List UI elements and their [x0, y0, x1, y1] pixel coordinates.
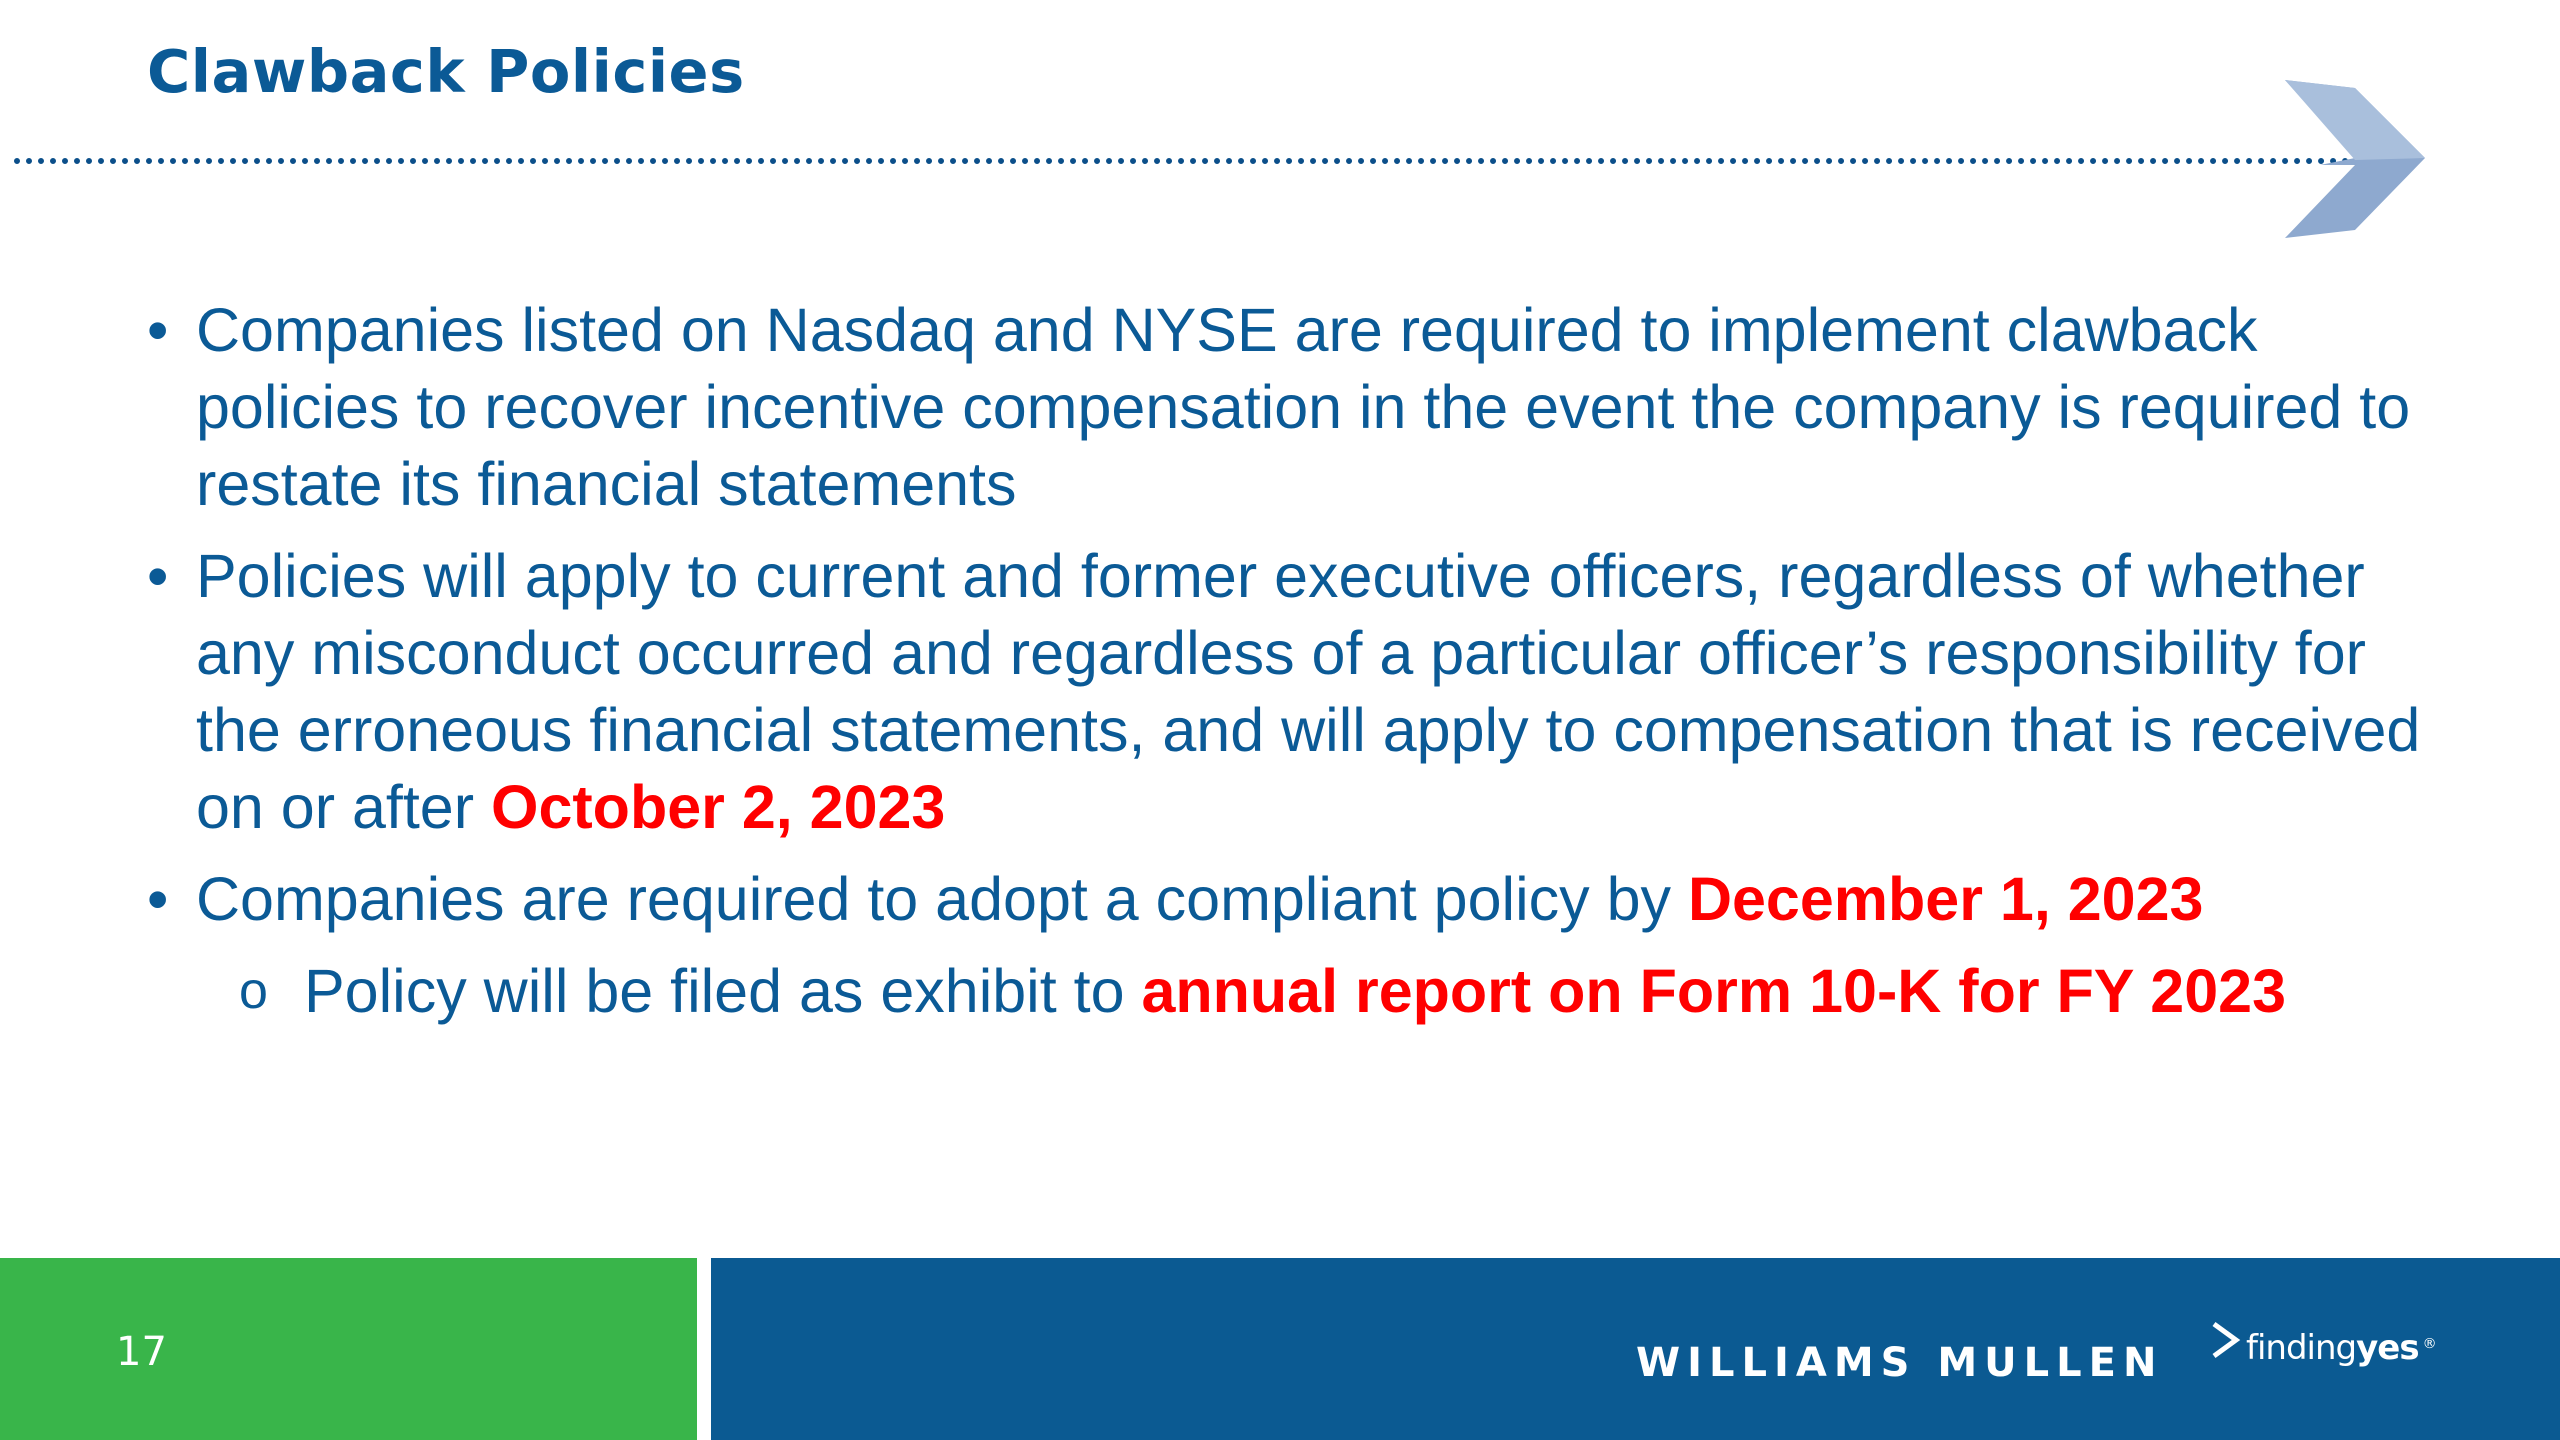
title-dotted-divider [14, 158, 2350, 164]
bullet-item [147, 861, 2447, 938]
sub-bullet-marker: o [239, 962, 268, 1020]
sub-bullet-highlight: annual report on Form 10-K for FY 2023 [1141, 957, 2287, 1025]
arrow-right-icon [2208, 1318, 2244, 1362]
bullet-marker: • [147, 296, 169, 364]
logo-tagline [2246, 1328, 2436, 1368]
registered-mark: ® [2422, 1336, 2436, 1352]
logo-tagline-bold: yes [2356, 1328, 2419, 1368]
chevron-right-icon [2280, 80, 2430, 240]
sub-bullet-text: Policy will be filed as exhibit to [304, 957, 1142, 1025]
logo-wordmark: WILLIAMS MULLEN [1636, 1340, 2164, 1386]
logo-tagline-light: finding [2246, 1328, 2357, 1368]
sub-bullet-item [147, 953, 2447, 1030]
williams-mullen-logo [1636, 1318, 2436, 1398]
bullet-marker: • [147, 865, 169, 933]
bullet-item [147, 538, 2447, 846]
slide-body [147, 292, 2447, 1030]
page-number: 17 [116, 1329, 167, 1375]
slide-title: Clawback Policies [147, 37, 745, 106]
footer-green-panel [0, 1258, 697, 1440]
bullet-item [147, 292, 2447, 523]
bullet-highlight-date: October 2, 2023 [491, 773, 946, 841]
bullet-text: Companies are required to adopt a compliant policy by [196, 865, 1688, 933]
bullet-text: Policies will apply to current and former executive officers, regardless of whether any misconduct occurred and regardless of a particular officer’s responsibility for the erroneous financial statements, and will apply to compensation that is received on or after [196, 542, 2421, 841]
bullet-marker: • [147, 542, 169, 610]
bullet-highlight-date: December 1, 2023 [1687, 865, 2204, 933]
bullet-text: Companies listed on Nasdaq and NYSE are required to implement clawback policies to recover incentive compensation in the event the company is required to restate its financial statements [196, 296, 2411, 518]
